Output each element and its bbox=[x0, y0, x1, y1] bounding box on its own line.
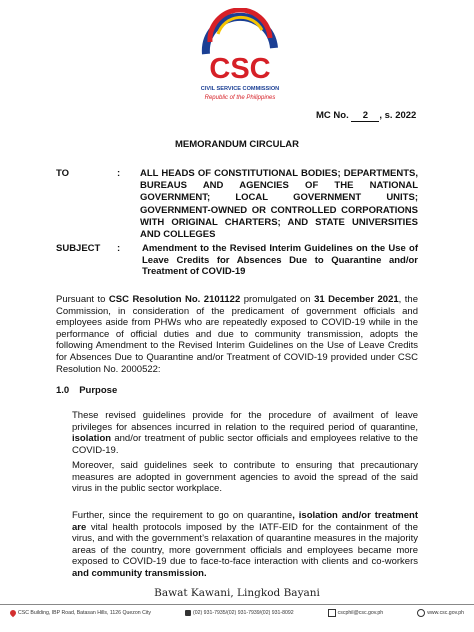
mc-number: 2 bbox=[351, 110, 379, 122]
purpose-paragraph-2: Moreover, said guidelines seek to contribute to ensuring that precautionary measures are adopted in government agencies to avoid the spread of the said virus in the public sector workplace. bbox=[72, 460, 418, 495]
subject-colon: : bbox=[117, 243, 121, 254]
location-pin-icon bbox=[9, 609, 17, 617]
globe-icon bbox=[417, 609, 425, 617]
csc-logo bbox=[192, 8, 288, 106]
footer-address: CSC Building, IBP Road, Batasan Hills, 1126 Quezon City bbox=[10, 610, 151, 616]
memo-title: MEMORANDUM CIRCULAR bbox=[174, 139, 299, 150]
to-colon: : bbox=[117, 168, 121, 179]
logo-country: Republic of the Philippines bbox=[204, 95, 276, 101]
footer-contact-bar bbox=[0, 607, 474, 619]
resolution-ref: CSC Resolution No. 2101122 bbox=[108, 294, 241, 305]
mc-number-line bbox=[316, 110, 416, 122]
footer-phone: (02) 931-7935/(02) 931-7939/(02) 931-8092 bbox=[185, 610, 294, 616]
footer-website[interactable]: www.csc.gov.ph bbox=[417, 609, 464, 617]
mc-suffix: , s. 2022 bbox=[379, 110, 417, 121]
phone-icon bbox=[185, 610, 191, 616]
intro-paragraph: Pursuant to CSC Resolution No. 2101122 promulgated on 31 December 2021, the Commission, in consideration of the predicament of government officials and employees aside from PHWs who are repeatedly exposed to COVID-19 while in the performance of official duties and due to community transmission, adopts the following Amendment to the Revised Interim Guidelines on the Use of Leave Credits for Absences Due to Quarantine and/or Treatment of COVID-19 provided under CSC Resolution No. 2000522: bbox=[56, 294, 418, 375]
purpose-paragraph-1: These revised guidelines provide for the procedure of availment of leave privileges for absences incurred in relation to the required period of quarantine, isolation and/or treatment of public sector officials and employees relative to the COVID-19. bbox=[72, 410, 418, 456]
purpose-paragraph-3: Further, since the requirement to go on quarantine, isolation and/or treatment are vital health protocols imposed by the IATF-EID for the containment of the virus, and with the government’s relaxation of quarantine measures in the majority areas of the country, more government officials and employees became more exposed to COVID-19 due to face-to-face interaction with clients and co-workers and community transmission. bbox=[72, 510, 418, 579]
resolution-date: 31 December 2021 bbox=[314, 294, 399, 305]
subject-label: SUBJECT bbox=[56, 243, 101, 254]
section-heading-purpose: 1.0 Purpose bbox=[56, 385, 118, 396]
mc-prefix: MC No. bbox=[316, 110, 349, 121]
footer-divider bbox=[0, 604, 474, 605]
subject-text: Amendment to the Revised Interim Guidelines on the Use of Leave Credits for Absences Due to Quarantine and/or Treatment of COVID-19 bbox=[142, 243, 418, 277]
to-recipients: ALL HEADS OF CONSTITUTIONAL BODIES; DEPARTMENTS, BUREAUS AND AGENCIES OF THE NATIONAL GOVERNMENT; LOCAL GOVERNMENT UNITS; GOVERNMENT-OWNED OR CONTROLLED CORPORATIONS WITH ORIGINAL CHARTERS; AND STATE UNIVERSITIES AND COLLEGES bbox=[140, 168, 418, 241]
logo-acronym: CSC bbox=[209, 53, 271, 85]
footer-email[interactable]: cscphil@csc.gov.ph bbox=[328, 609, 384, 617]
email-icon bbox=[328, 609, 336, 617]
to-label: TO bbox=[56, 168, 70, 179]
footer-motto: Bawat Kawani, Lingkod Bayani bbox=[154, 587, 320, 599]
logo-name: CIVIL SERVICE COMMISSION bbox=[200, 86, 280, 92]
